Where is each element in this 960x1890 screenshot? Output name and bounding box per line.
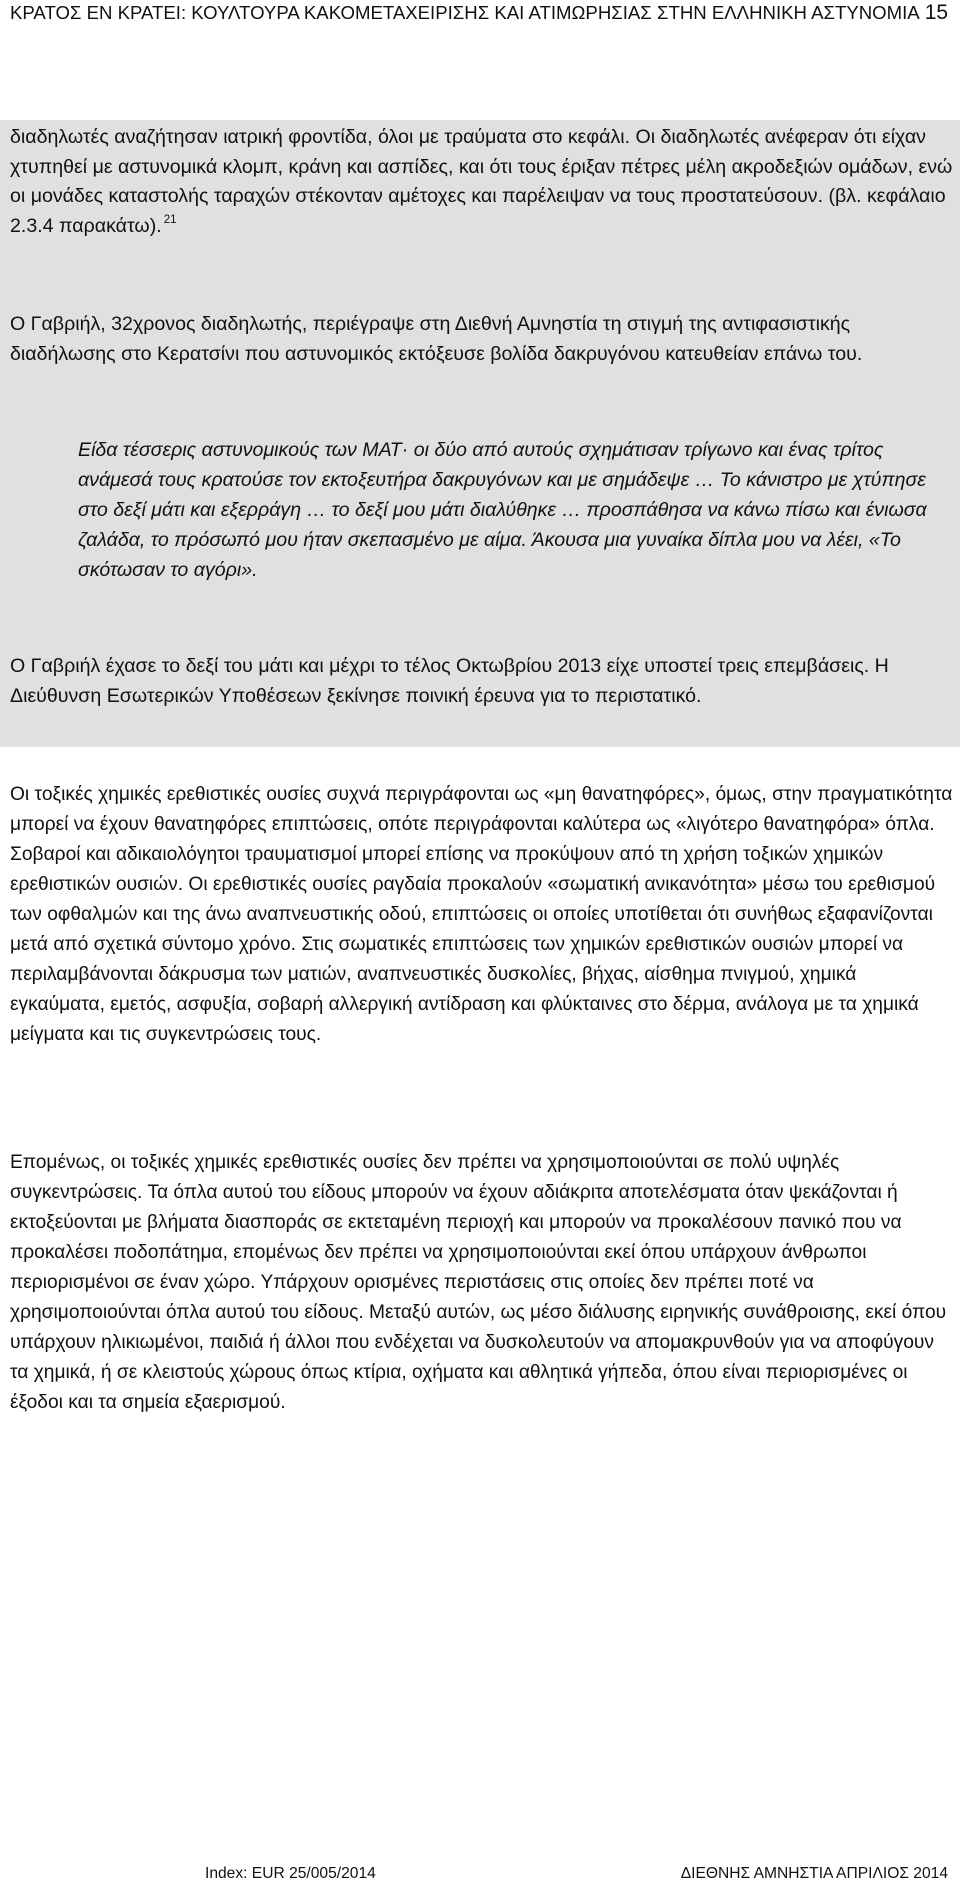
case-box-paragraph-1-text: διαδηλωτές αναζήτησαν ιατρική φροντίδα, όλοι με τραύματα στο κεφάλι. Οι διαδηλωτές ανέφεραν ότι είχαν χτυπηθεί με αστυνομικά κλομπ, κράνη και ασπίδες, και ότι τους έριξαν πέτρες μέλη ακροδεξιών ομάδων, ενώ οι μονάδες καταστολής ταραχών στέκονταν αμέτοχες και παρέλειψαν να τους προστατεύσουν. (βλ. κεφάλαιο 2.3.4 παρακάτω). [10, 126, 953, 237]
publisher-date: ΔΙΕΘΝΗΣ ΑΜΝΗΣΤΙΑ ΑΠΡΙΛΙΟΣ 2014 [680, 1865, 948, 1882]
footnote-reference[interactable]: 21 [163, 213, 177, 226]
body-paragraph-1: Οι τοξικές χημικές ερεθιστικές ουσίες συχνά περιγράφονται ως «μη θανατηφόρες», όμως, στην πραγματικότητα μπορεί να έχουν θανατηφόρες επιπτώσεις, οπότε περιγράφονται καλύτερα ως «λιγότερο θανατηφόρα» όπλα. Σοβαροί και αδικαιολόγητοι τραυματισμοί μπορεί επίσης να προκύψουν από τη χρήση τοξικών χημικών ερεθιστικών ουσιών. Οι ερεθιστικές ουσίες ραγδαία προκαλούν «σωματική ανικανότητα» μέσω του ερεθισμού των οφθαλμών και της άνω αναπνευστικής οδού, επιπτώσεις οι οποίες υποτίθεται ότι συνήθως εξαφανίζονται μετά από σχετικά σύντομο χρόνο. Στις σωματικές επιπτώσεις των χημικών ερεθιστικών ουσιών μπορεί να περιλαμβάνονται δάκρυσμα των ματιών, αναπνευστικές δυσκολίες, βήχας, αίσθημα πνιγμού, χημικά εγκαύματα, εμετός, ασφυξία, σοβαρή αλλεργική αντίδραση και φλύκταινες στο δέρμα, ανάλογα με τα χημικά μείγματα και τις συγκεντρώσεις τους. [10, 784, 953, 1045]
case-box-paragraph-3: Ο Γαβριήλ έχασε το δεξί του μάτι και μέχρι το τέλος Οκτωβρίου 2013 είχε υποστεί τρεις επεμβάσεις. Η Διεύθυνση Εσωτερικών Υποθέσεων ξεκίνησε ποινική έρευνα για το περιστατικό. [10, 655, 889, 707]
testimony-quote: Είδα τέσσερις αστυνομικούς των ΜΑΤ· οι δύο από αυτούς σχημάτισαν τρίγωνο και ένας τρίτος ανάμεσά τους κρατούσε τον εκτοξευτήρα δακρυγόνων και με σημάδεψε … Το κάνιστρο με χτύπησε στο δεξί μάτι και εξερράγη … το δεξί μου μάτι διαλύθηκε … προσπάθησα να κάνω πίσω και ένιωσα ζαλάδα, το πρόσωπό μου ήταν σκεπασμένο με αίμα. Άκουσα μια γυναίκα δίπλα μου να λέει, «Το σκότωσαν το αγόρι». [78, 439, 927, 581]
document-index: Index: EUR 25/005/2014 [205, 1865, 376, 1882]
running-header [10, 2, 950, 24]
page-number: 15 [924, 1, 949, 24]
case-box-paragraph-1 [10, 123, 955, 244]
running-title: ΚΡΑΤΟΣ ΕΝ ΚΡΑΤΕΙ: ΚΟΥΛΤΟΥΡΑ ΚΑΚΟΜΕΤΑΧΕΙΡΙΣΗΣ ΚΑΙ ΑΤΙΜΩΡΗΣΙΑΣ ΣΤΗΝ ΕΛΛΗΝΙΚΗ ΑΣΤΥΝΟΜΙΑ [10, 2, 920, 23]
case-box-paragraph-2: Ο Γαβριήλ, 32χρονος διαδηλωτής, περιέγραψε στη Διεθνή Αμνηστία τη στιγμή της αντιφασιστικής διαδήλωσης στο Κερατσίνι που αστυνομικός εκτόξευσε βολίδα δακρυγόνου κατευθείαν επάνω του. [10, 313, 863, 365]
body-paragraph-2: Επομένως, οι τοξικές χημικές ερεθιστικές ουσίες δεν πρέπει να χρησιμοποιούνται σε πολύ υψηλές συγκεντρώσεις. Τα όπλα αυτού του είδους μπορούν να έχουν αδιάκριτα αποτελέσματα όταν ψεκάζονται ή εκτοξεύονται με βλήματα διασποράς σε εκτεταμένη περιοχή και μπορούν να προκαλέσουν πανικό που να προκαλέσει ποδοπάτημα, επομένως δεν πρέπει να χρησιμοποιούνται εκεί όπου υπάρχουν άνθρωποι περιορισμένοι σε έναν χώρο. Υπάρχουν ορισμένες περιστάσεις στις οποίες δεν πρέπει ποτέ να χρησιμοποιούνται όπλα αυτού του είδους. Μεταξύ αυτών, ως μέσο διάλυσης ειρηνικής συνάθροισης, εκεί όπου υπάρχουν ηλικιωμένοι, παιδιά ή άλλοι που ενδέχεται να δυσκολευτούν να απομακρυνθούν για να αποφύγουν τα χημικά, ή σε κλειστούς χώρους όπως κτίρια, οχήματα και αθλητικά γήπεδα, όπου είναι περιορισμένες οι έξοδοι και τα σημεία εξαερισμού. [10, 1152, 947, 1413]
